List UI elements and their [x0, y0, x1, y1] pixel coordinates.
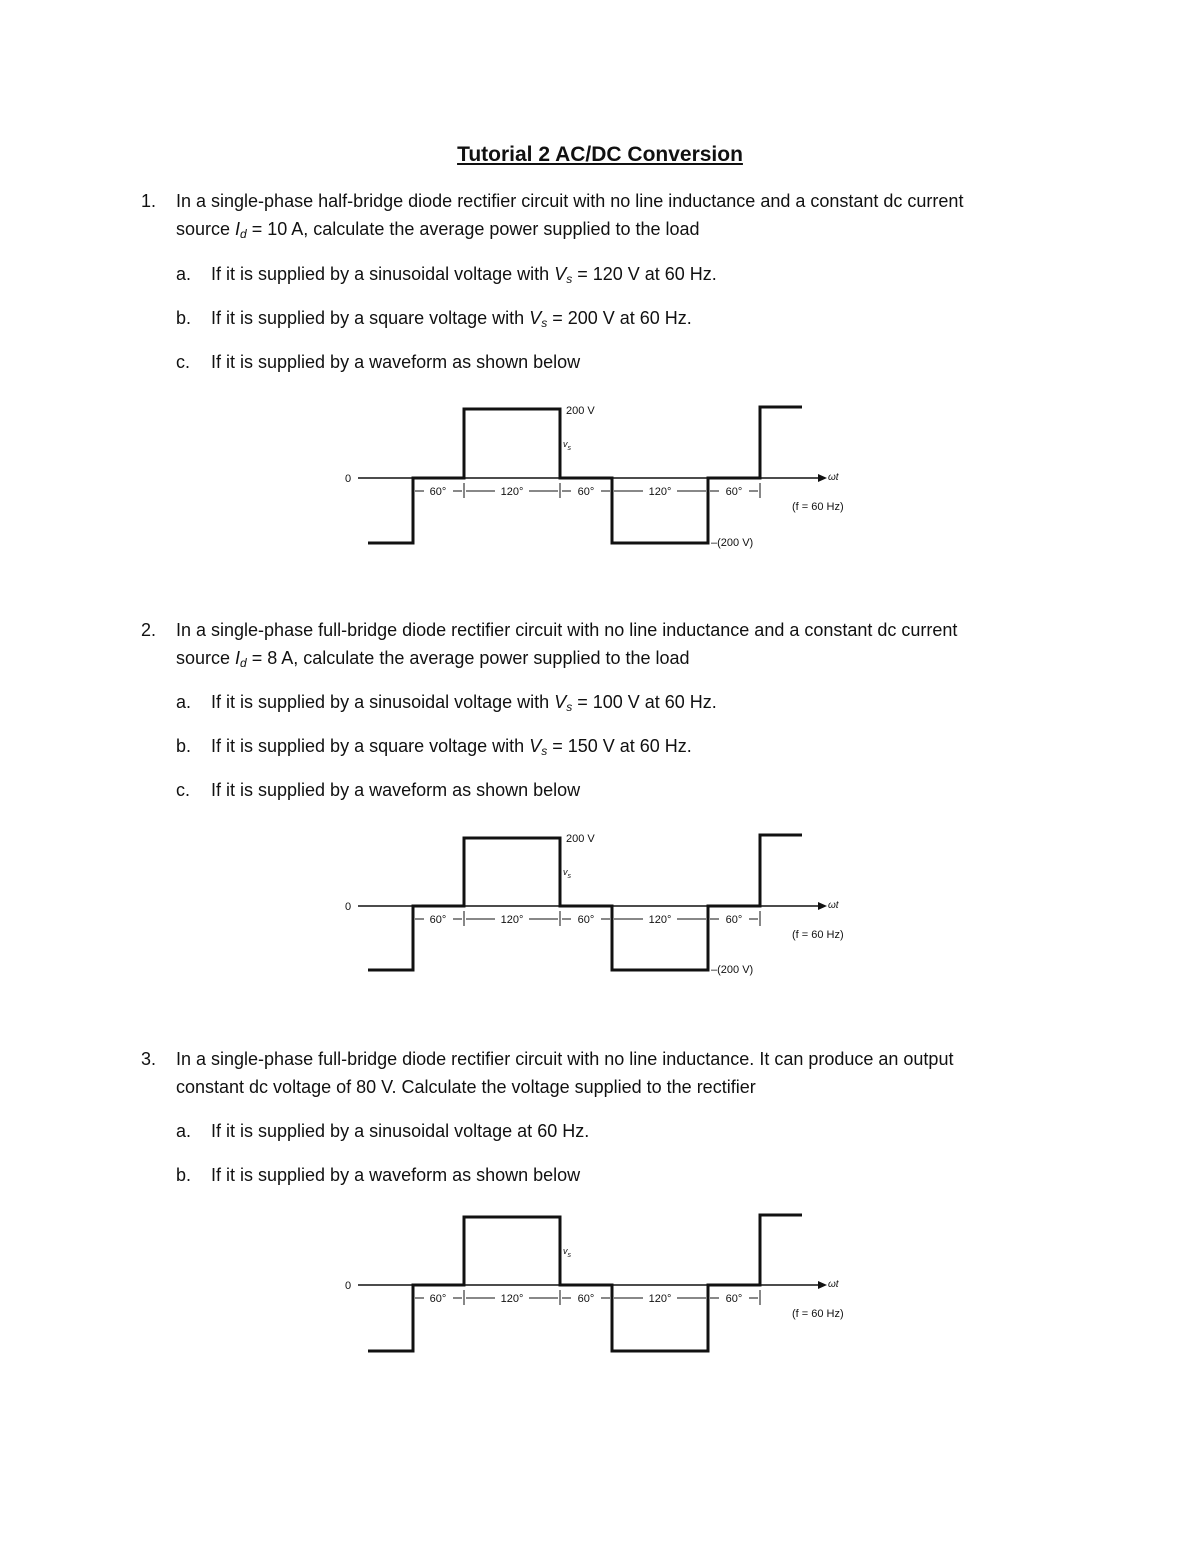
question-text-line2: constant dc voltage of 80 V. Calculate the voltage supplied to the rectifier	[176, 1077, 756, 1097]
waveform-diagram-1	[340, 392, 860, 562]
waveform-diagram-3	[340, 1199, 860, 1369]
segment-label: 60°	[577, 1293, 595, 1305]
part-label: a.	[176, 1121, 192, 1141]
question-text-line1: In a single-phase full-bridge diode rectifier circuit with no line inductance. It can produce an output	[176, 1049, 954, 1069]
question-number: 2.	[141, 620, 157, 640]
segment-label: 60°	[577, 914, 595, 926]
part-label: b.	[176, 1165, 192, 1185]
axis-arrow	[818, 902, 827, 910]
segment-label: 120°	[648, 914, 672, 926]
part-text: If it is supplied by a sinusoidal voltage with $V_s = 100$ V at 60 Hz.	[211, 692, 717, 714]
segment-label: 60°	[725, 486, 743, 498]
question-number: 3.	[141, 1049, 157, 1069]
segment-label: 60°	[577, 486, 595, 498]
segment-label: 120°	[500, 914, 524, 926]
segment-label: 120°	[500, 1293, 524, 1305]
voltage-waveform	[368, 407, 802, 543]
question-text-line2: source $I_d = 10$ A, calculate the average power supplied to the load	[176, 219, 700, 241]
question-text-line2: source $I_d = 8$ A, calculate the average power supplied to the load	[176, 648, 690, 670]
part-label: c.	[176, 352, 191, 372]
part-label: b.	[176, 736, 192, 756]
page-title: Tutorial 2 AC/DC Conversion	[457, 143, 743, 166]
question-number: 1.	[141, 191, 157, 211]
part-text: If it is supplied by a square voltage with $V_s = 200$ V at 60 Hz.	[211, 308, 692, 330]
segment-label: 60°	[725, 914, 743, 926]
axis-label: ωt	[828, 900, 839, 911]
part-label: a.	[176, 692, 192, 712]
part-label: b.	[176, 308, 192, 328]
part-text: If it is supplied by a waveform as shown below	[211, 780, 581, 800]
part-text: If it is supplied by a square voltage with $V_s = 150$ V at 60 Hz.	[211, 736, 692, 758]
axis-arrow	[818, 474, 827, 482]
segment-label: 60°	[725, 1293, 743, 1305]
question-text-line1: In a single-phase half-bridge diode rectifier circuit with no line inductance and a constant dc current	[176, 191, 964, 211]
zero-label: 0	[345, 901, 352, 913]
segment-label: 60°	[429, 486, 447, 498]
segment-label: 120°	[648, 486, 672, 498]
segment-label: 60°	[429, 1293, 447, 1305]
part-text: If it is supplied by a sinusoidal voltage at 60 Hz.	[211, 1121, 590, 1141]
axis-label: ωt	[828, 1279, 839, 1290]
zero-label: 0	[345, 1280, 352, 1292]
waveform-diagram-2	[340, 820, 860, 990]
part-label: c.	[176, 780, 191, 800]
axis-arrow	[818, 1281, 827, 1289]
signal-label: $v_s$	[563, 1246, 571, 1259]
part-text: If it is supplied by a waveform as shown below	[211, 352, 581, 372]
positive-level-label: 200 V	[566, 405, 595, 417]
segment-label: 60°	[429, 914, 447, 926]
frequency-label: (f = 60 Hz)	[792, 501, 844, 513]
signal-label: $v_s$	[563, 867, 571, 880]
part-text: If it is supplied by a sinusoidal voltage with $V_s = 120$ V at 60 Hz.	[211, 264, 717, 286]
segment-label: 120°	[648, 1293, 672, 1305]
question-text-line1: In a single-phase full-bridge diode rectifier circuit with no line inductance and a constant dc current	[176, 620, 958, 640]
negative-level-label: –(200 V)	[711, 964, 754, 976]
negative-level-label: –(200 V)	[711, 537, 754, 549]
frequency-label: (f = 60 Hz)	[792, 929, 844, 941]
voltage-waveform	[368, 1215, 802, 1351]
positive-level-label: 200 V	[566, 833, 595, 845]
part-text: If it is supplied by a waveform as shown below	[211, 1165, 581, 1185]
zero-label: 0	[345, 473, 352, 485]
part-label: a.	[176, 264, 192, 284]
frequency-label: (f = 60 Hz)	[792, 1308, 844, 1320]
signal-label: $v_s$	[563, 439, 571, 452]
segment-label: 120°	[500, 486, 524, 498]
voltage-waveform	[368, 835, 802, 970]
axis-label: ωt	[828, 472, 839, 483]
